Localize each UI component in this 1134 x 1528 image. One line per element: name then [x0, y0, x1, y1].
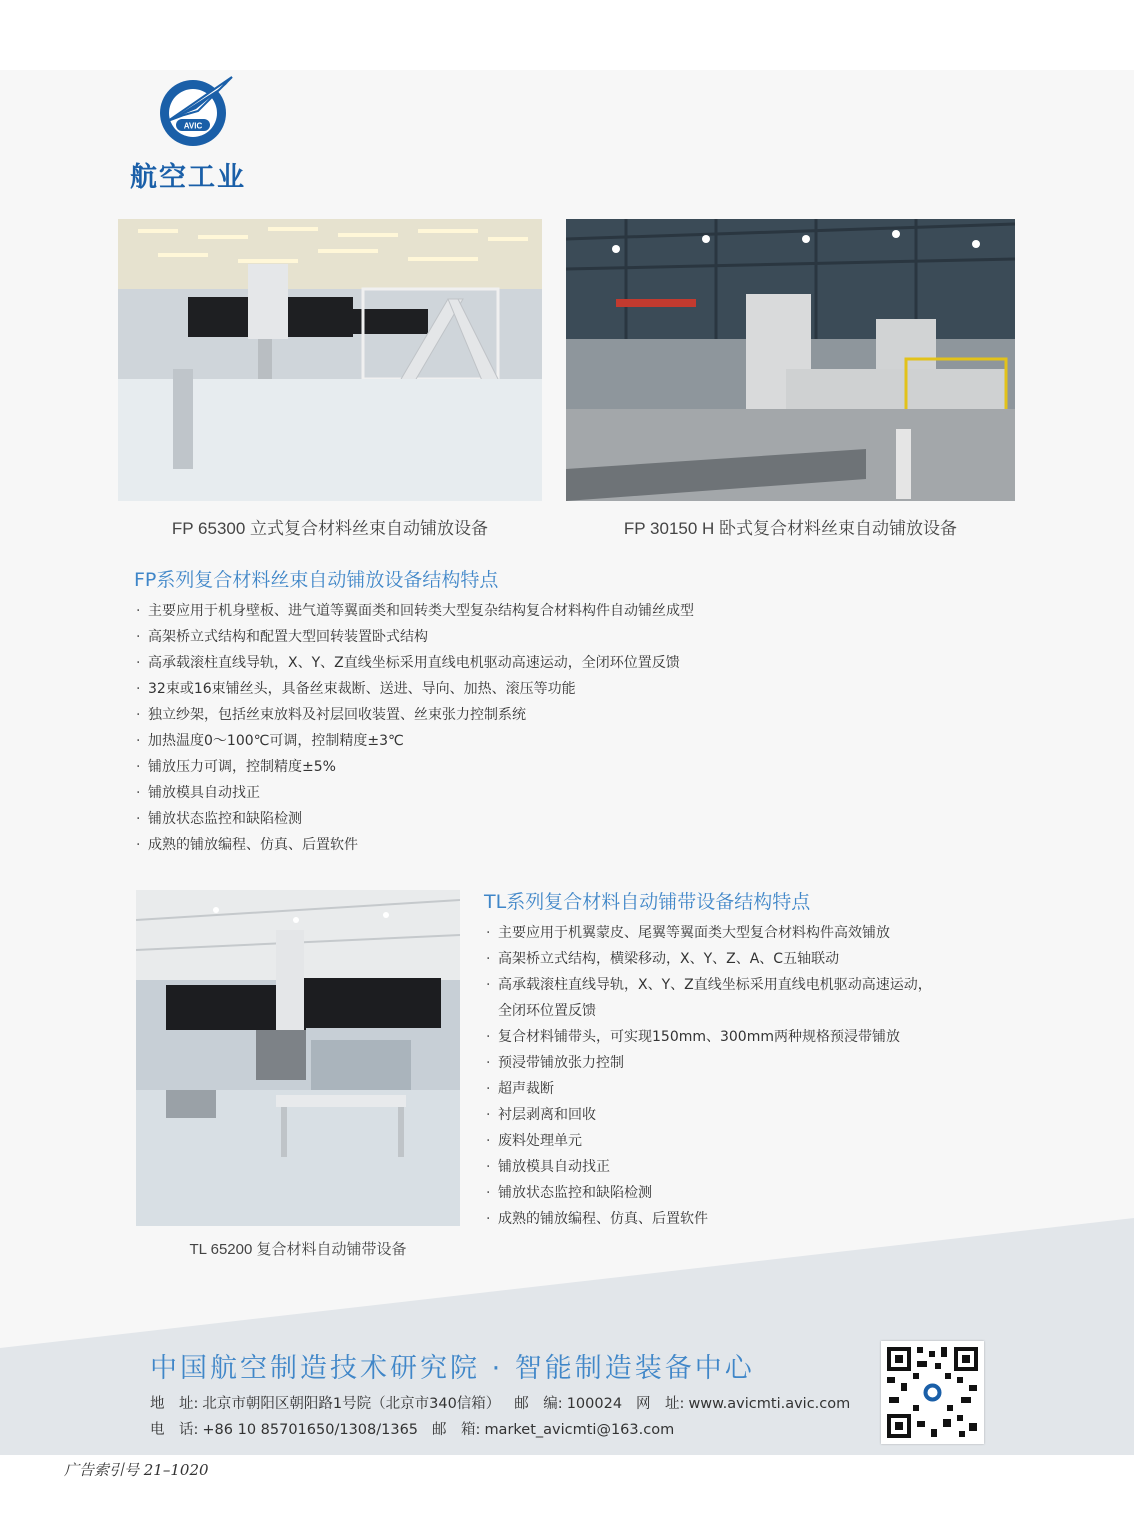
horizontal-fiber-placement-machine-photo — [566, 219, 1015, 501]
list-item: · 高承载滚柱直线导轨，X、Y、Z直线坐标采用直线电机驱动高速运动， — [486, 977, 932, 993]
list-item: · 废料处理单元 — [486, 1133, 582, 1149]
address-label: 地 址: — [150, 1396, 199, 1412]
list-item: · 独立纱架，包括丝束放料及衬层回收装置、丝束张力控制系统 — [136, 707, 526, 723]
website-link[interactable]: www.avicmti.avic.com — [688, 1396, 851, 1412]
ad-index-number: 广告索引号 21–1020 — [64, 1461, 209, 1479]
fp-section-title: FP系列复合材料丝束自动铺放设备结构特点 — [134, 569, 499, 591]
list-item: · 主要应用于机翼蒙皮、尾翼等翼面类大型复合材料构件高效铺放 — [486, 925, 890, 941]
tl-feature-list — [486, 920, 932, 1232]
organization-name: 中国航空制造技术研究院 · 智能制造装备中心 — [150, 1353, 755, 1384]
tape-laying-machine-photo — [136, 890, 460, 1226]
qr-code-icon[interactable] — [881, 1341, 984, 1444]
phone-value: +86 10 85701650/1308/1365 — [202, 1422, 419, 1438]
contact-line-1 — [150, 1392, 850, 1413]
list-item: · 成熟的铺放编程、仿真、后置软件 — [486, 1211, 708, 1227]
postcode-label: 邮 编: — [514, 1396, 563, 1412]
list-item: · 铺放压力可调，控制精度±5% — [136, 759, 336, 775]
phone-label: 电 话: — [150, 1422, 199, 1438]
tl-section-title: TL系列复合材料自动铺带设备结构特点 — [484, 891, 811, 913]
list-item: · 加热温度0～100℃可调，控制精度±3℃ — [136, 733, 404, 749]
list-item: · 复合材料铺带头，可实现150mm、300mm两种规格预浸带铺放 — [486, 1029, 900, 1045]
list-item: · 主要应用于机身壁板、进气道等翼面类和回转类大型复杂结构复合材料构件自动铺丝成型 — [136, 603, 694, 619]
postcode-value: 100024 — [566, 1396, 623, 1412]
list-item: · 铺放模具自动找正 — [486, 1159, 610, 1175]
fp-feature-list — [136, 598, 694, 858]
photo-caption-fp30150h: FP 30150 H 卧式复合材料丝束自动铺放设备 — [623, 519, 958, 538]
list-item: · 高架桥立式结构，横梁移动，X、Y、Z、A、C五轴联动 — [486, 951, 840, 967]
list-item: 全闭环位置反馈 — [498, 1003, 596, 1019]
list-item: · 32束或16束铺丝头，具备丝束裁断、送进、导向、加热、滚压等功能 — [136, 681, 576, 697]
list-item: · 铺放状态监控和缺陷检测 — [136, 811, 302, 827]
list-item: · 成熟的铺放编程、仿真、后置软件 — [136, 837, 358, 853]
list-item: · 衬层剥离和回收 — [486, 1107, 596, 1123]
svg-text:AVIC: AVIC — [183, 121, 203, 131]
avic-emblem-icon — [128, 75, 258, 155]
logo-wordmark: 航空工业 — [130, 162, 246, 193]
photo-caption-tl65200: TL 65200 复合材料自动铺带设备 — [189, 1241, 407, 1258]
list-item: · 铺放模具自动找正 — [136, 785, 260, 801]
list-item: · 高承载滚柱直线导轨，X、Y、Z直线坐标采用直线电机驱动高速运动，全闭环位置反馈 — [136, 655, 680, 671]
email-link[interactable]: market_avicmti@163.com — [484, 1422, 675, 1438]
list-item: · 超声裁断 — [486, 1081, 554, 1097]
website-label: 网 址: — [636, 1396, 685, 1412]
vertical-fiber-placement-machine-photo — [118, 219, 542, 501]
contact-line-2 — [150, 1418, 674, 1439]
photo-caption-fp65300: FP 65300 立式复合材料丝束自动铺放设备 — [171, 519, 489, 538]
list-item: · 高架桥立式结构和配置大型回转装置卧式结构 — [136, 629, 428, 645]
list-item: · 预浸带铺放张力控制 — [486, 1055, 624, 1071]
address-value: 北京市朝阳区朝阳路1号院（北京市340信箱） — [202, 1396, 501, 1412]
email-label: 邮 箱: — [432, 1422, 481, 1438]
list-item: · 铺放状态监控和缺陷检测 — [486, 1185, 652, 1201]
